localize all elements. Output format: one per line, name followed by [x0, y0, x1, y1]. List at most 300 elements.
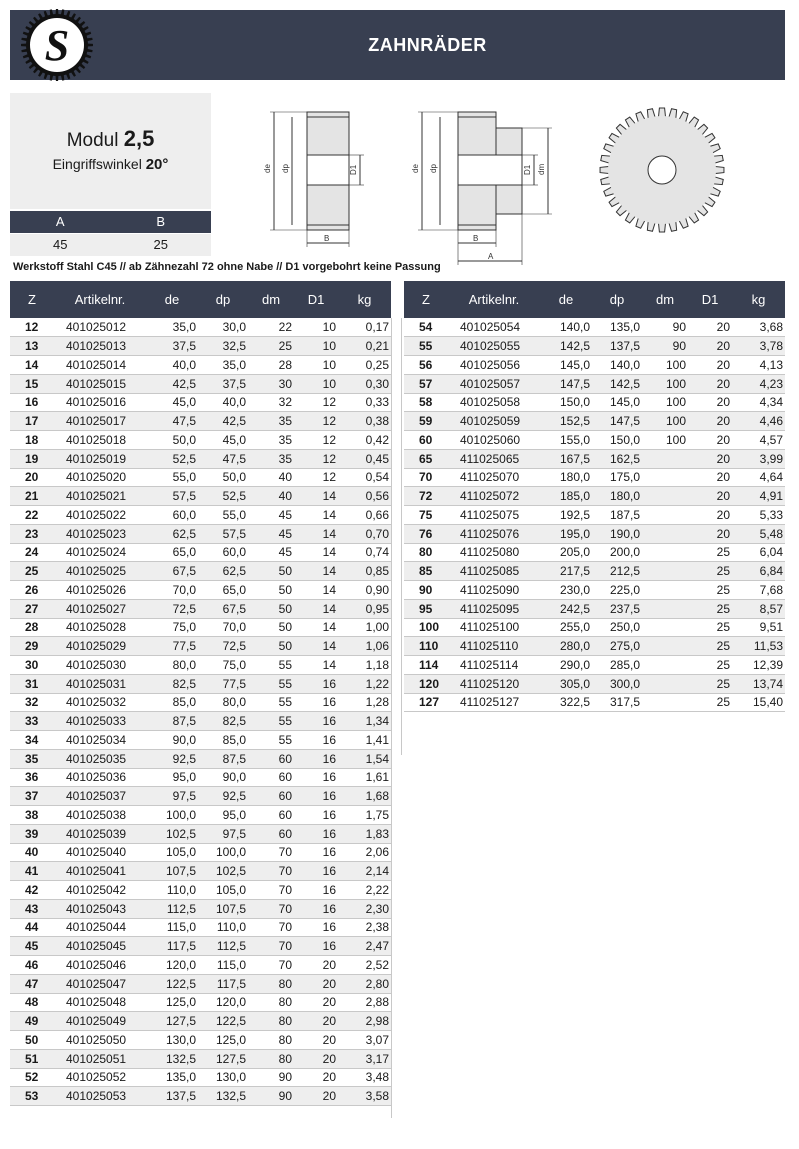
- table-cell: 0,30: [338, 374, 391, 393]
- table-cell: 48: [10, 993, 54, 1012]
- table-cell: [642, 599, 688, 618]
- table-cell: 105,0: [146, 843, 198, 862]
- table-cell: 285,0: [592, 656, 642, 675]
- table-cell: 85,0: [146, 693, 198, 712]
- table-cell: 19: [10, 449, 54, 468]
- table-cell: 255,0: [540, 618, 592, 637]
- table-cell: 40: [248, 468, 294, 487]
- table-cell: 95,0: [146, 768, 198, 787]
- table-cell: 50: [248, 581, 294, 600]
- table-cell: 90: [248, 1068, 294, 1087]
- table-cell: 102,5: [146, 824, 198, 843]
- table-row: [10, 393, 391, 412]
- table-cell: 90,0: [198, 768, 248, 787]
- table-cell: 115,0: [146, 918, 198, 937]
- table-cell: 27: [10, 599, 54, 618]
- page-header: [10, 10, 785, 80]
- table-cell: 142,5: [540, 337, 592, 356]
- table-cell: 401025047: [54, 974, 146, 993]
- table-cell: 401025017: [54, 412, 146, 431]
- table-cell: 50: [10, 1031, 54, 1050]
- table-cell: 10: [294, 318, 338, 337]
- table-cell: 55: [404, 337, 448, 356]
- column-header: dm: [248, 281, 294, 318]
- table-cell: 12: [294, 431, 338, 450]
- table-cell: 200,0: [592, 543, 642, 562]
- table-row: [10, 1012, 391, 1031]
- table-cell: 35: [248, 431, 294, 450]
- table-cell: 70,0: [198, 618, 248, 637]
- table-cell: 13: [10, 337, 54, 356]
- table-cell: 90: [642, 337, 688, 356]
- table-cell: 100: [642, 412, 688, 431]
- column-divider-right: [401, 318, 402, 755]
- table-cell: 12: [294, 468, 338, 487]
- table-cell: 37: [10, 787, 54, 806]
- column-header: dm: [642, 281, 688, 318]
- column-header: de: [540, 281, 592, 318]
- table-cell: 150,0: [592, 431, 642, 450]
- table-cell: 100,0: [198, 843, 248, 862]
- table-cell: 401025056: [448, 356, 540, 375]
- table-cell: 275,0: [592, 637, 642, 656]
- table-cell: 100: [404, 618, 448, 637]
- table-cell: 45: [248, 524, 294, 543]
- table-cell: 0,54: [338, 468, 391, 487]
- table-cell: 401025058: [448, 393, 540, 412]
- table-cell: 25: [688, 674, 732, 693]
- table-cell: 20: [294, 1031, 338, 1050]
- table-row: [10, 824, 391, 843]
- table-cell: 67,5: [198, 599, 248, 618]
- table-cell: 147,5: [592, 412, 642, 431]
- column-header: Z: [10, 281, 54, 318]
- table-cell: 14: [294, 487, 338, 506]
- table-cell: 44: [10, 918, 54, 937]
- table-header-row: [404, 281, 785, 318]
- table-cell: 401025025: [54, 562, 146, 581]
- table-cell: 1,68: [338, 787, 391, 806]
- table-row: [404, 637, 785, 656]
- table-cell: 2,22: [338, 881, 391, 900]
- table-cell: 192,5: [540, 506, 592, 525]
- table-cell: 80: [248, 993, 294, 1012]
- table-cell: 2,52: [338, 956, 391, 975]
- table-row: [10, 337, 391, 356]
- table-cell: 180,0: [592, 487, 642, 506]
- table-row: [10, 487, 391, 506]
- table-cell: 65,0: [146, 543, 198, 562]
- table-cell: 14: [294, 656, 338, 675]
- table-cell: 20: [688, 393, 732, 412]
- table-cell: 26: [10, 581, 54, 600]
- table-cell: 20: [294, 974, 338, 993]
- table-cell: 80: [248, 1031, 294, 1050]
- table-cell: 0,74: [338, 543, 391, 562]
- table-row: [10, 543, 391, 562]
- table-cell: 6,04: [732, 543, 785, 562]
- table-cell: 401025022: [54, 506, 146, 525]
- table-cell: 127,5: [198, 1049, 248, 1068]
- table-cell: 60,0: [146, 506, 198, 525]
- table-cell: 107,5: [146, 862, 198, 881]
- table-cell: 162,5: [592, 449, 642, 468]
- table-cell: 1,41: [338, 731, 391, 750]
- table-row: [404, 693, 785, 712]
- table-cell: 120,0: [198, 993, 248, 1012]
- column-header: kg: [732, 281, 785, 318]
- table-cell: 401025048: [54, 993, 146, 1012]
- table-cell: 20: [688, 337, 732, 356]
- table-cell: 100: [642, 393, 688, 412]
- table-cell: 2,14: [338, 862, 391, 881]
- table-cell: 40,0: [198, 393, 248, 412]
- table-cell: 401025055: [448, 337, 540, 356]
- table-cell: 18: [10, 431, 54, 450]
- table-cell: 22: [248, 318, 294, 337]
- table-cell: 90: [404, 581, 448, 600]
- table-cell: 14: [294, 562, 338, 581]
- table-cell: 242,5: [540, 599, 592, 618]
- table-cell: 4,46: [732, 412, 785, 431]
- table-cell: 36: [10, 768, 54, 787]
- table-cell: 20: [688, 524, 732, 543]
- table-cell: 411025114: [448, 656, 540, 675]
- table-cell: 16: [294, 768, 338, 787]
- table-cell: 140,0: [592, 356, 642, 375]
- table-row: [10, 656, 391, 675]
- table-cell: 76: [404, 524, 448, 543]
- table-row: [404, 562, 785, 581]
- table-cell: 20: [688, 374, 732, 393]
- table-cell: 90: [248, 1087, 294, 1106]
- table-cell: 60: [248, 824, 294, 843]
- table-cell: 205,0: [540, 543, 592, 562]
- table-row: [404, 487, 785, 506]
- table-cell: 3,68: [732, 318, 785, 337]
- table-cell: 401025054: [448, 318, 540, 337]
- table-row: [404, 656, 785, 675]
- table-cell: 0,42: [338, 431, 391, 450]
- table-cell: 15: [10, 374, 54, 393]
- table-cell: 2,30: [338, 899, 391, 918]
- modul-value: 2,5: [123, 126, 155, 151]
- table-cell: 70: [248, 843, 294, 862]
- table-cell: 401025028: [54, 618, 146, 637]
- table-row: [404, 581, 785, 600]
- table-cell: 16: [294, 862, 338, 881]
- table-cell: 20: [294, 1049, 338, 1068]
- table-cell: 112,5: [146, 899, 198, 918]
- table-cell: 411025076: [448, 524, 540, 543]
- table-cell: 35: [10, 749, 54, 768]
- table-cell: 401025044: [54, 918, 146, 937]
- table-cell: 62,5: [198, 562, 248, 581]
- table-cell: 34: [10, 731, 54, 750]
- ab-table-values: [10, 234, 211, 256]
- table-cell: 50,0: [146, 431, 198, 450]
- table-cell: 102,5: [198, 862, 248, 881]
- table-cell: 100: [642, 356, 688, 375]
- table-row: [10, 674, 391, 693]
- table-cell: 40,0: [146, 356, 198, 375]
- table-cell: 70: [248, 937, 294, 956]
- table-cell: 401025021: [54, 487, 146, 506]
- table-cell: 16: [294, 843, 338, 862]
- table-cell: 29: [10, 637, 54, 656]
- table-cell: 20: [688, 356, 732, 375]
- table-cell: 0,45: [338, 449, 391, 468]
- column-divider-left: [391, 318, 392, 1118]
- table-cell: 122,5: [146, 974, 198, 993]
- table-cell: 237,5: [592, 599, 642, 618]
- table-cell: 52,5: [146, 449, 198, 468]
- table-cell: 75,0: [198, 656, 248, 675]
- table-cell: 107,5: [198, 899, 248, 918]
- table-cell: 0,25: [338, 356, 391, 375]
- table-cell: 16: [294, 899, 338, 918]
- table-cell: 47,5: [146, 412, 198, 431]
- table-cell: 70,0: [146, 581, 198, 600]
- table-cell: 25: [688, 656, 732, 675]
- table-cell: 3,78: [732, 337, 785, 356]
- table-cell: 45: [248, 543, 294, 562]
- table-cell: 150,0: [540, 393, 592, 412]
- table-cell: 22: [10, 506, 54, 525]
- table-cell: 411025100: [448, 618, 540, 637]
- table-cell: 110: [404, 637, 448, 656]
- table-cell: 7,68: [732, 581, 785, 600]
- gear-table-left: [10, 281, 391, 1106]
- table-cell: 401025052: [54, 1068, 146, 1087]
- table-cell: 322,5: [540, 693, 592, 712]
- table-row: [404, 543, 785, 562]
- table-cell: 142,5: [592, 374, 642, 393]
- table-cell: 58: [404, 393, 448, 412]
- table-cell: 40: [248, 487, 294, 506]
- table-row: [10, 806, 391, 825]
- table-cell: 20: [10, 468, 54, 487]
- label-a-2: A: [488, 252, 494, 261]
- table-cell: 137,5: [146, 1087, 198, 1106]
- table-cell: 53: [10, 1087, 54, 1106]
- table-cell: 49: [10, 1012, 54, 1031]
- table-cell: 117,5: [198, 974, 248, 993]
- table-cell: 105,0: [198, 881, 248, 900]
- table-cell: 16: [294, 881, 338, 900]
- table-cell: 0,17: [338, 318, 391, 337]
- table-row: [10, 712, 391, 731]
- table-cell: 55: [248, 656, 294, 675]
- table-cell: 30: [10, 656, 54, 675]
- ab-value-b: 25: [153, 237, 168, 252]
- table-row: [404, 393, 785, 412]
- table-cell: 45: [10, 937, 54, 956]
- table-cell: 100: [642, 431, 688, 450]
- table-cell: 401025023: [54, 524, 146, 543]
- gear-side-view-no-hub: [270, 112, 364, 247]
- table-cell: 14: [294, 581, 338, 600]
- column-header: Artikelnr.: [448, 281, 540, 318]
- table-cell: 401025040: [54, 843, 146, 862]
- table-cell: 17: [10, 412, 54, 431]
- table-row: [10, 1031, 391, 1050]
- column-header: D1: [294, 281, 338, 318]
- gear-table-right: [404, 281, 785, 712]
- table-cell: 16: [294, 693, 338, 712]
- table-cell: 25: [688, 618, 732, 637]
- table-cell: 195,0: [540, 524, 592, 543]
- table-cell: 52,5: [198, 487, 248, 506]
- table-cell: 25: [10, 562, 54, 581]
- gear-technical-drawings: [250, 95, 790, 275]
- table-cell: 16: [294, 712, 338, 731]
- table-cell: 147,5: [540, 374, 592, 393]
- table-cell: 32: [248, 393, 294, 412]
- label-dp-2: dp: [429, 164, 438, 173]
- table-cell: 11,53: [732, 637, 785, 656]
- table-cell: 152,5: [540, 412, 592, 431]
- table-row: [10, 1087, 391, 1106]
- table-cell: 130,0: [198, 1068, 248, 1087]
- table-row: [10, 599, 391, 618]
- table-cell: 80,0: [146, 656, 198, 675]
- table-row: [10, 768, 391, 787]
- table-cell: 2,47: [338, 937, 391, 956]
- table-row: [10, 506, 391, 525]
- table-cell: 23: [10, 524, 54, 543]
- winkel-value: 20°: [145, 156, 169, 173]
- table-cell: 65,0: [198, 581, 248, 600]
- label-d1-1: D1: [349, 164, 358, 175]
- table-cell: 80: [404, 543, 448, 562]
- table-cell: 0,85: [338, 562, 391, 581]
- table-cell: 57,5: [198, 524, 248, 543]
- table-row: [10, 749, 391, 768]
- table-cell: 47,5: [198, 449, 248, 468]
- table-cell: 28: [248, 356, 294, 375]
- table-cell: 411025070: [448, 468, 540, 487]
- table-cell: 10: [294, 337, 338, 356]
- table-cell: 32,5: [198, 337, 248, 356]
- table-cell: 25: [248, 337, 294, 356]
- table-row: [10, 524, 391, 543]
- table-cell: 31: [10, 674, 54, 693]
- table-row: [404, 674, 785, 693]
- table-row: [404, 337, 785, 356]
- table-cell: 21: [10, 487, 54, 506]
- table-cell: 401025045: [54, 937, 146, 956]
- table-row: [10, 974, 391, 993]
- table-cell: 230,0: [540, 581, 592, 600]
- table-cell: 125,0: [146, 993, 198, 1012]
- table-cell: 190,0: [592, 524, 642, 543]
- table-cell: 401025059: [448, 412, 540, 431]
- table-cell: 52: [10, 1068, 54, 1087]
- table-cell: 70: [248, 956, 294, 975]
- table-cell: 3,07: [338, 1031, 391, 1050]
- table-header-row: [10, 281, 391, 318]
- table-cell: 401025051: [54, 1049, 146, 1068]
- table-cell: 122,5: [198, 1012, 248, 1031]
- table-cell: 401025024: [54, 543, 146, 562]
- table-cell: 92,5: [146, 749, 198, 768]
- table-cell: 411025110: [448, 637, 540, 656]
- table-row: [10, 956, 391, 975]
- table-cell: 401025046: [54, 956, 146, 975]
- table-cell: 117,5: [146, 937, 198, 956]
- table-cell: 55,0: [198, 506, 248, 525]
- table-cell: 110,0: [146, 881, 198, 900]
- table-row: [10, 618, 391, 637]
- table-cell: 39: [10, 824, 54, 843]
- table-cell: 32: [10, 693, 54, 712]
- table-cell: 401025031: [54, 674, 146, 693]
- table-cell: 12: [10, 318, 54, 337]
- table-cell: 401025030: [54, 656, 146, 675]
- table-cell: 1,18: [338, 656, 391, 675]
- table-cell: 411025095: [448, 599, 540, 618]
- table-row: [404, 412, 785, 431]
- table-cell: 41: [10, 862, 54, 881]
- table-cell: 411025072: [448, 487, 540, 506]
- table-row: [10, 993, 391, 1012]
- table-cell: 401025012: [54, 318, 146, 337]
- table-cell: 70: [404, 468, 448, 487]
- table-row: [10, 431, 391, 450]
- table-cell: 411025080: [448, 543, 540, 562]
- table-row: [10, 1049, 391, 1068]
- table-cell: 3,48: [338, 1068, 391, 1087]
- table-cell: 8,57: [732, 599, 785, 618]
- table-cell: 25: [688, 637, 732, 656]
- table-cell: 90,0: [146, 731, 198, 750]
- table-cell: 30: [248, 374, 294, 393]
- table-cell: 411025065: [448, 449, 540, 468]
- table-cell: 16: [294, 824, 338, 843]
- table-cell: 1,83: [338, 824, 391, 843]
- table-cell: 145,0: [540, 356, 592, 375]
- table-cell: 401025026: [54, 581, 146, 600]
- table-cell: 401025016: [54, 393, 146, 412]
- table-cell: 56: [404, 356, 448, 375]
- table-cell: 401025057: [448, 374, 540, 393]
- table-cell: 217,5: [540, 562, 592, 581]
- table-cell: 77,5: [146, 637, 198, 656]
- table-cell: 45,0: [198, 431, 248, 450]
- table-cell: 411025120: [448, 674, 540, 693]
- table-cell: 6,84: [732, 562, 785, 581]
- table-cell: 45: [248, 506, 294, 525]
- table-cell: 401025014: [54, 356, 146, 375]
- table-row: [10, 468, 391, 487]
- table-cell: 60: [248, 768, 294, 787]
- table-cell: 120,0: [146, 956, 198, 975]
- table-cell: 14: [294, 637, 338, 656]
- table-cell: 3,17: [338, 1049, 391, 1068]
- table-cell: 13,74: [732, 674, 785, 693]
- table-cell: 130,0: [146, 1031, 198, 1050]
- table-cell: 212,5: [592, 562, 642, 581]
- table-cell: 100,0: [146, 806, 198, 825]
- table-cell: 2,98: [338, 1012, 391, 1031]
- table-cell: 70: [248, 899, 294, 918]
- table-cell: 401025033: [54, 712, 146, 731]
- table-cell: 37,5: [146, 337, 198, 356]
- table-cell: 57: [404, 374, 448, 393]
- table-cell: 87,5: [198, 749, 248, 768]
- table-row: [404, 374, 785, 393]
